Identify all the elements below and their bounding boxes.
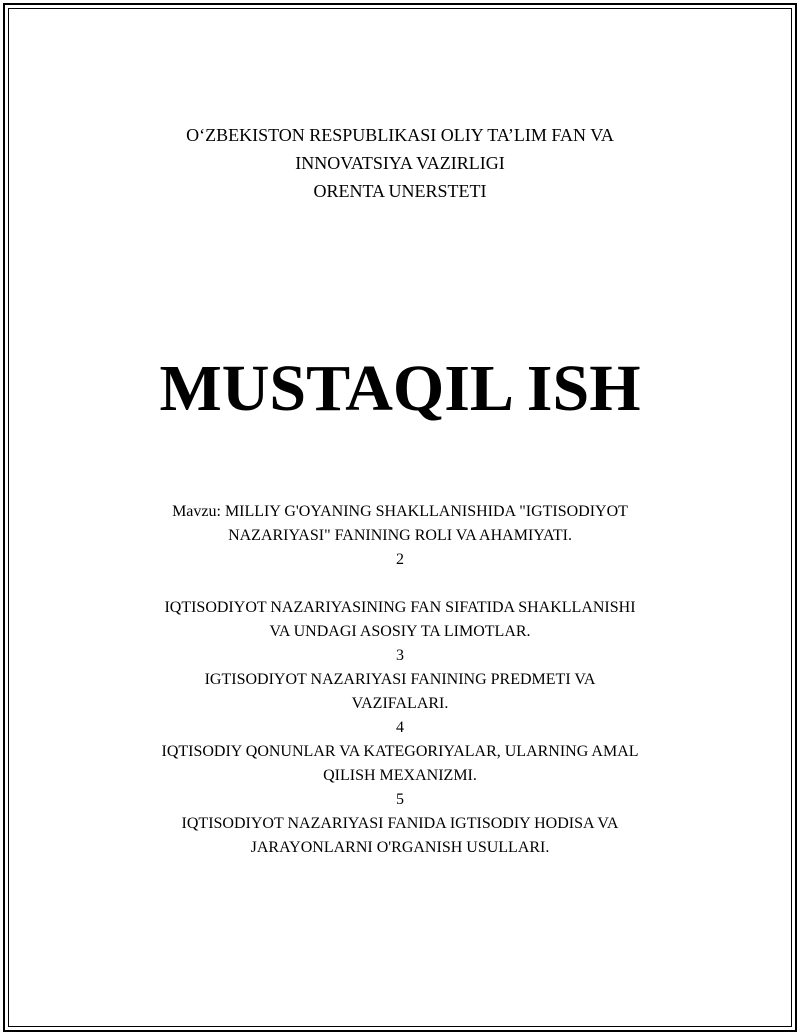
section-number: 5 [396, 791, 404, 808]
document-title: MUSTAQIL ISH [159, 352, 641, 425]
section-title-line-2: QILISH MEXANIZMI. [323, 767, 477, 784]
section-title-line-1: IQTISODIYOT NAZARIYASINING FAN SIFATIDA SHAKLLANISHI [164, 599, 636, 616]
header-line-1: O‘ZBEKISTON RESPUBLIKASI OLIY TA’LIM FAN VA [186, 125, 614, 145]
section-number: 2 [396, 551, 404, 568]
section-title-line-2: VA UNDAGI ASOSIY TA LIMOTLAR. [269, 623, 531, 640]
header-line-2: INNOVATSIYA VAZIRLIGI [295, 153, 505, 173]
blank-line [0, 572, 800, 596]
topic-line-2: NAZARIYASI" FANINING ROLI VA AHAMIYATI. [228, 527, 572, 544]
section-title-line-1: IGTISODIYOT NAZARIYASI FANINING PREDMETI VA [204, 671, 596, 688]
section-title-line-2: JARAYONLARNI O'RGANISH USULLARI. [250, 839, 550, 856]
section-title-line-1: IQTISODIYOT NAZARIYASI FANIDA IGTISODIY HODISA VA [181, 815, 619, 832]
section-number: 3 [396, 647, 404, 664]
header-line-3: ORENTA UNERSTETI [313, 181, 487, 201]
section-title-line-1: IQTISODIY QONUNLAR VA KATEGORIYALAR, ULARNING AMAL [161, 743, 639, 760]
section-title-line-2: VAZIFALARI. [351, 695, 449, 712]
document-content [0, 500, 800, 860]
section-number: 4 [396, 719, 404, 736]
topic-line-1: Mavzu: MILLIY G'OYANING SHAKLLANISHIDA "IGTISODIYOT [172, 503, 628, 520]
institution-header [0, 121, 800, 205]
